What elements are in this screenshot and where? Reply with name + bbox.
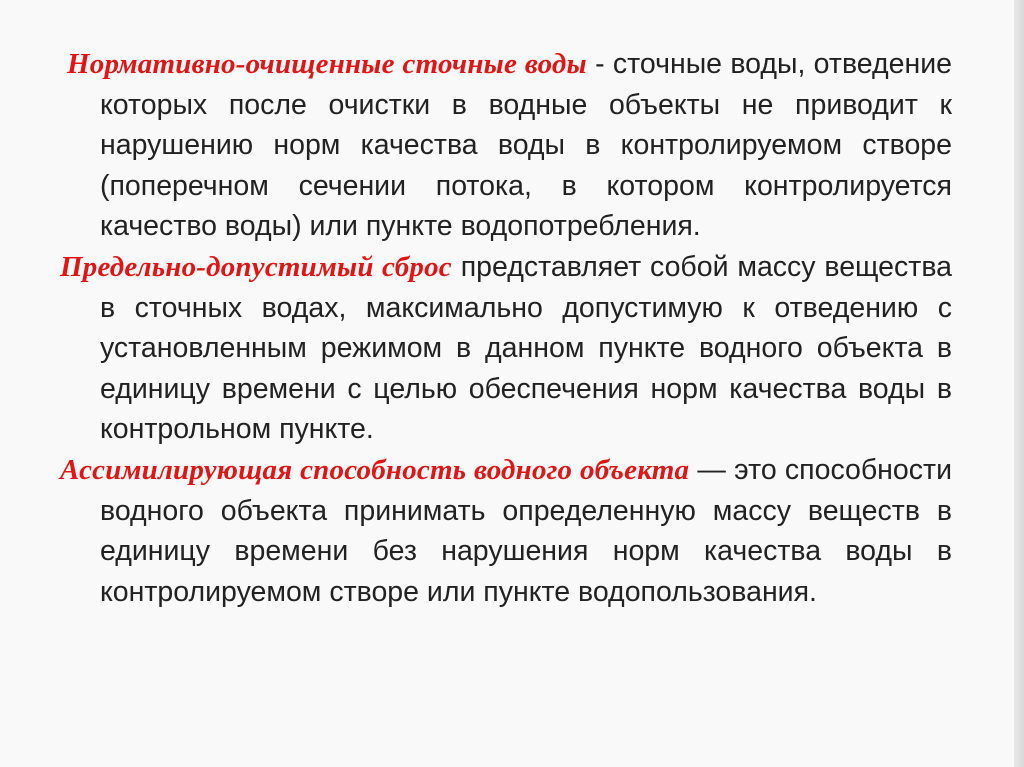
separator — [452, 251, 461, 283]
term-treated-wastewater: Нормативно-очищенные сточные воды — [67, 48, 587, 80]
separator: - — [586, 48, 613, 80]
separator: — — [689, 453, 735, 486]
definition-treated-wastewater — [60, 44, 952, 247]
term-assimilation-capacity: Ассимилирующая способность водного объекта — [60, 453, 690, 486]
term-max-permissible-discharge: Предельно-допустимый сброс — [60, 250, 452, 283]
definition-text: сточные воды, отведение которых после очистки в водные объекты не приводит к нарушению норм качества воды в контролируемом створе (поперечном сечении потока, в котором контролируется качество воды) или пункте водопотребления. — [100, 48, 952, 243]
definition-max-permissible-discharge — [60, 247, 952, 450]
definition-text: представляет собой массу вещества в сточных водах, максимально допустимую к отведению с установленным режимом в данном пункте водного объекта в единицу времени с целью обеспечения норм качества воды в контрольном пункте. — [100, 250, 952, 446]
slide-edge — [1014, 0, 1024, 767]
definitions-block — [60, 44, 952, 612]
definition-assimilation-capacity — [60, 450, 952, 612]
definition-text: это способности водного объекта принимать определенную массу веществ в единицу времени без нарушения норм качества воды в контролируемом створе или пункте водопользования. — [100, 453, 952, 608]
